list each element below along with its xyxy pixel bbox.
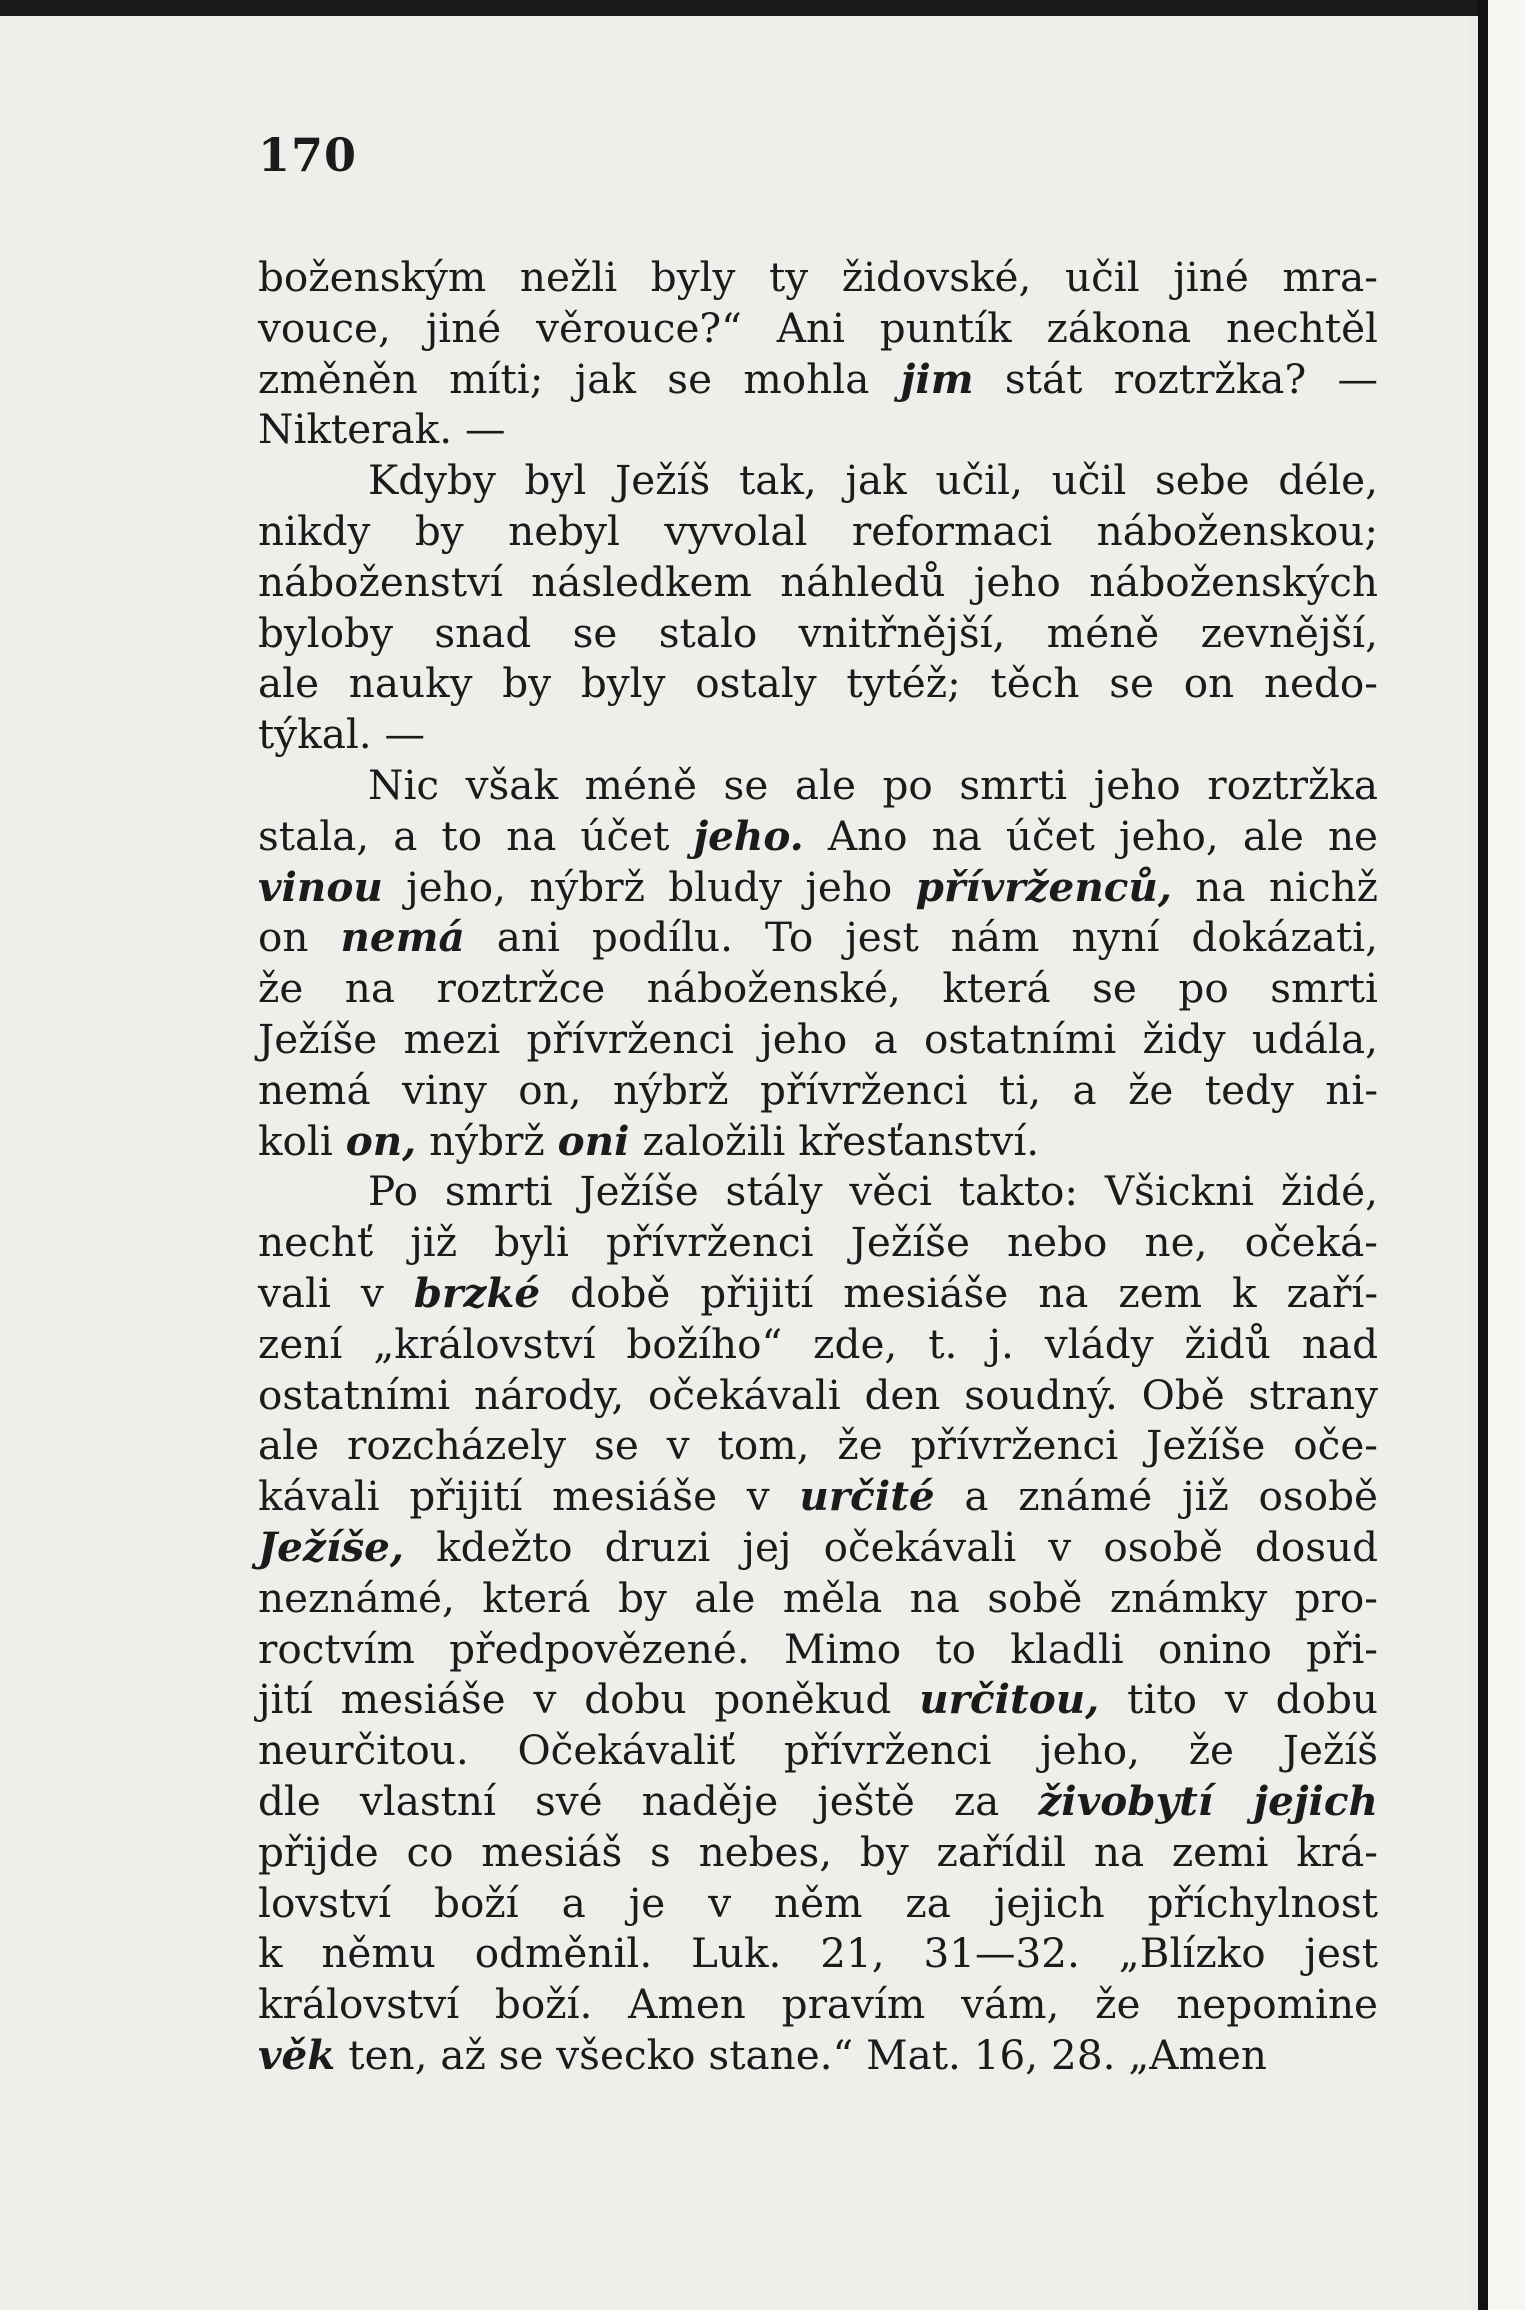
line-text: kávali přijití mesiáše v bbox=[258, 1472, 800, 1521]
text-line bbox=[258, 1928, 1378, 1979]
text-line bbox=[258, 303, 1378, 354]
text-line bbox=[258, 252, 1378, 303]
text-line bbox=[258, 658, 1378, 709]
line-text: přijde co mesiáš s nebes, by zařídil na zemi krá- bbox=[258, 1827, 1378, 1876]
line-text: ten, až se všecko stane.“ Mat. 16, 28. „Amen bbox=[335, 2030, 1268, 2079]
line-text: byloby snad se stalo vnitřnější, méně zevnější, bbox=[258, 608, 1378, 657]
emphasis-text: živobytí jejich bbox=[1038, 1776, 1378, 1825]
line-text: zení „království božího“ zde, t. j. vlády židů nad bbox=[258, 1319, 1378, 1368]
text-line bbox=[258, 608, 1378, 659]
text-line bbox=[258, 1878, 1378, 1929]
line-text: koli bbox=[258, 1116, 346, 1165]
line-text: on bbox=[258, 913, 341, 962]
line-text: Ježíše mezi přívrženci jeho a ostatními židy udála, bbox=[258, 1014, 1378, 1063]
text-line bbox=[258, 912, 1378, 963]
emphasis-text: věk bbox=[258, 2030, 336, 2079]
text-line bbox=[258, 1522, 1378, 1573]
paragraph bbox=[258, 760, 1378, 1166]
line-text: království boží. Amen pravím vám, že nepomine bbox=[258, 1980, 1378, 2029]
text-line bbox=[258, 455, 1378, 506]
text-line bbox=[258, 1827, 1378, 1878]
line-text: kdežto druzi jej očekávali v osobě dosud bbox=[403, 1522, 1378, 1571]
text-line bbox=[258, 1624, 1378, 1675]
line-text: nechť již byli přívrženci Ježíše nebo ne, očeká- bbox=[258, 1218, 1378, 1267]
line-text: neznámé, která by ale měla na sobě známky pro- bbox=[258, 1573, 1378, 1622]
text-line bbox=[258, 709, 1378, 760]
text-line bbox=[258, 557, 1378, 608]
line-text: tito v dobu bbox=[1099, 1675, 1378, 1724]
line-text: založili křesťanství. bbox=[629, 1116, 1040, 1165]
line-text: nýbrž bbox=[416, 1116, 558, 1165]
page-number: 170 bbox=[258, 128, 358, 182]
text-line bbox=[258, 1319, 1378, 1370]
line-text: náboženství následkem náhledů jeho náboženských bbox=[258, 557, 1378, 606]
facing-page-edge bbox=[1488, 0, 1525, 2310]
text-line bbox=[258, 1979, 1378, 2030]
line-text: nikdy by nebyl vyvolal reformaci náboženskou; bbox=[258, 506, 1378, 555]
text-line bbox=[258, 963, 1378, 1014]
emphasis-text: brzké bbox=[413, 1268, 541, 1317]
line-text: Nikterak. — bbox=[258, 405, 506, 454]
paragraph bbox=[258, 455, 1378, 760]
line-text: že na roztržce náboženské, která se po smrti bbox=[258, 964, 1378, 1013]
line-text: neurčitou. Očekávaliť přívrženci jeho, že Ježíš bbox=[258, 1726, 1378, 1775]
text-line bbox=[258, 1573, 1378, 1624]
line-text: na nichž bbox=[1171, 862, 1378, 911]
emphasis-text: jim bbox=[900, 354, 974, 403]
line-text: dle vlastní své naděje ještě za bbox=[258, 1776, 1039, 1825]
line-text: roctvím předpovězené. Mimo to kladli onino při- bbox=[258, 1624, 1378, 1673]
text-line bbox=[258, 404, 1378, 455]
line-text: Nic však méně se ale po smrti jeho roztržka bbox=[368, 760, 1378, 809]
line-text: k němu odměnil. Luk. 21, 31—32. „Blízko jest bbox=[258, 1929, 1378, 1978]
emphasis-text: vinou bbox=[258, 862, 383, 911]
line-text: době přijití mesiáše na zem k zaří- bbox=[540, 1268, 1378, 1317]
line-text: a známé již osobě bbox=[934, 1472, 1378, 1521]
text-line bbox=[258, 1471, 1378, 1522]
line-text: boženským nežli byly ty židovské, učil jiné mra- bbox=[258, 253, 1378, 301]
line-text: ale rozcházely se v tom, že přívrženci Ježíše oče- bbox=[258, 1421, 1378, 1470]
text-line bbox=[258, 1776, 1378, 1827]
paragraph bbox=[258, 252, 1378, 455]
text-line bbox=[258, 1217, 1378, 1268]
line-text: týkal. — bbox=[258, 710, 426, 759]
emphasis-text: určité bbox=[799, 1472, 935, 1521]
line-text: Kdyby byl Ježíš tak, jak učil, učil sebe déle, bbox=[368, 456, 1378, 505]
line-text: Ano na účet jeho, ale ne bbox=[803, 811, 1379, 860]
line-text: vali v bbox=[258, 1268, 414, 1317]
scan-top-border bbox=[0, 0, 1478, 16]
text-line bbox=[258, 1166, 1378, 1217]
emphasis-text: nemá bbox=[340, 913, 465, 962]
paragraph bbox=[258, 1166, 1378, 2080]
text-line bbox=[258, 1268, 1378, 1319]
line-text: stát roztržka? — bbox=[973, 354, 1378, 403]
text-line bbox=[258, 354, 1378, 405]
text-line bbox=[258, 1420, 1378, 1471]
text-line bbox=[258, 2030, 1378, 2081]
text-line bbox=[258, 811, 1378, 862]
emphasis-text: oni bbox=[557, 1116, 630, 1165]
line-text: změněn míti; jak se mohla bbox=[258, 354, 901, 403]
line-text: ani podílu. To jest nám nyní dokázati, bbox=[464, 913, 1378, 962]
line-text: jití mesiáše v dobu poněkud bbox=[258, 1675, 920, 1724]
line-text: ale nauky by byly ostaly tytéž; těch se on nedo- bbox=[258, 659, 1378, 708]
text-line bbox=[258, 1370, 1378, 1421]
emphasis-text: jeho. bbox=[693, 811, 804, 860]
text-line bbox=[258, 1065, 1378, 1116]
emphasis-text: Ježíše, bbox=[258, 1522, 404, 1571]
text-line bbox=[258, 760, 1378, 811]
book-spine bbox=[1478, 0, 1488, 2310]
emphasis-text: určitou, bbox=[919, 1675, 1100, 1724]
text-line bbox=[258, 1014, 1378, 1065]
text-line bbox=[258, 1725, 1378, 1776]
line-text: vouce, jiné věrouce?“ Ani puntík zákona nechtěl bbox=[258, 303, 1378, 352]
text-line bbox=[258, 506, 1378, 557]
body-text bbox=[258, 252, 1378, 2081]
text-line bbox=[258, 1116, 1378, 1167]
line-text: Po smrti Ježíše stály věci takto: Všickni židé, bbox=[368, 1167, 1378, 1216]
line-text: lovství boží a je v něm za jejich příchylnost bbox=[258, 1878, 1378, 1927]
emphasis-text: přívrženců, bbox=[915, 862, 1172, 911]
emphasis-text: on, bbox=[345, 1116, 417, 1165]
line-text: ostatními národy, očekávali den soudný. Obě strany bbox=[258, 1370, 1378, 1419]
line-text: jeho, nýbrž bludy jeho bbox=[382, 862, 916, 911]
text-line bbox=[258, 1674, 1378, 1725]
line-text: stala, a to na účet bbox=[258, 811, 694, 860]
text-line bbox=[258, 862, 1378, 913]
line-text: nemá viny on, nýbrž přívrženci ti, a že tedy ni- bbox=[258, 1065, 1378, 1114]
